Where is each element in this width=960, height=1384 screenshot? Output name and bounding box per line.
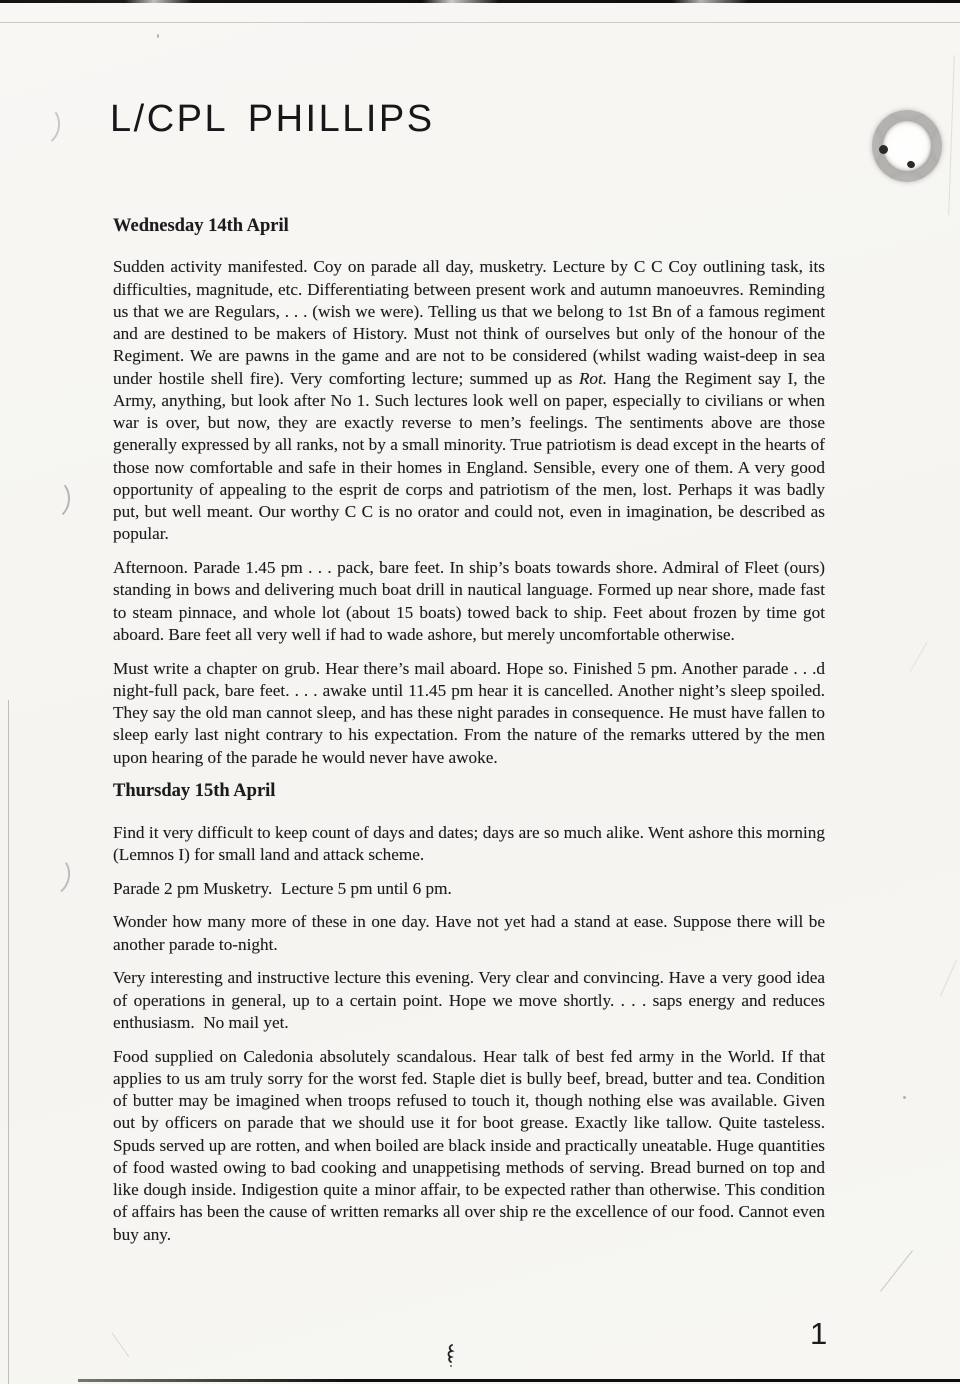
text-run: Parade 2 pm Musketry. Lecture 5 pm until 6 pm.: [113, 878, 452, 898]
text-run: Wonder how many more of these in one day. Have not yet had a stand at ease. Suppose there will be another parade to-night.: [113, 912, 825, 954]
text-run: Hang the Regiment say I, the Army, anything, but look after No 1. Such lectures look well on paper, especially to civilians or when war is over, but now, they are exactly reverse to men’s feelings. The sentiments above are those generally expressed by all ranks, not by a small minority. True patriotism is dead except in the hearts of those now comfortable and safe in their homes in England. Sensible, every one of them. A very good opportunity of appealing to the esprit de corps and patriotism of the men, lost. Perhaps it was badly put, but well meant. Our worthy C C is no orator and could not, even in imagination, be described as popular.: [113, 368, 825, 544]
entry-heading: Thursday 15th April: [113, 781, 276, 802]
scratch-mark: [948, 55, 955, 215]
diary-paragraph: [113, 256, 825, 545]
scan-edge-top: [0, 0, 960, 3]
page-title: L/CPL PHILLIPS: [110, 98, 435, 140]
diary-content: [113, 215, 825, 1257]
diary-paragraph: [113, 658, 825, 769]
scratch-mark: [940, 960, 957, 997]
diary-paragraph: [113, 967, 825, 1034]
binder-arc-mark: [33, 477, 72, 521]
text-run: Food supplied on Caledonia absolutely scandalous. Hear talk of best fed army in the World. If that applies to us am truly sorry for the worst fed. Staple diet is bully beef, bread, butter and tea. Condition of butter may be imagined when troops refused to touch it, though nothing else was available. Given out by officers on parade that we should use it for boot grease. Exactly like tallow. Quite tasteless. Spuds served up are rotten, and when boiled are black inside and practically uneatable. Huge quantities of food wasted owing to bad cooking and unappetising methods of serving. Bread burned on top and like dough inside. Indigestion quite a minor affair, to be expected rather than otherwise. This condition of affairs has been the cause of written remarks all over ship re the excellence of our food. Cannot even buy any.: [113, 1046, 825, 1244]
text-run: Afternoon. Parade 1.45 pm . . . pack, bare feet. In ship’s boats towards shore. Admiral of Fleet (ours) standing in bows and delivering much boat drill in nautical language. Formed up near shore, made fast to steam pinnace, and whole lot (about 15 boats) towed back to ship. Feet about frozen by time got aboard. Bare feet all very well if had to wade ashore, but merely uncomfortable otherwise.: [113, 558, 825, 644]
scratch-mark: [880, 1250, 913, 1292]
italic-run: Rot.: [578, 368, 608, 388]
paper-edge-line: [0, 22, 960, 23]
diary-paragraph: [113, 1046, 825, 1246]
diary-paragraph: [113, 822, 825, 867]
entry-heading: Wednesday 14th April: [113, 216, 289, 236]
text-run: Very interesting and instructive lecture this evening. Very clear and convincing. Have a very good idea of operations in general, up to a certain point. Hope we move shortly. . . . saps energy and reduces enthusiasm. No mail yet.: [113, 968, 825, 1032]
scratch-mark: [111, 1332, 129, 1357]
diary-paragraph: [113, 557, 825, 646]
speck-mark: [903, 1096, 906, 1099]
binder-arc-mark: [21, 102, 62, 149]
ink-blot: [906, 160, 916, 169]
diary-paragraph: [113, 878, 825, 900]
text-run: Find it very difficult to keep count of days and dates; days are so much alike. Went ashore this morning (Lemnos I) for small land and attack scheme.: [113, 822, 825, 864]
ink-blot: [879, 145, 888, 154]
paper-edge-left: [8, 700, 9, 1384]
hole-punch-mark: [872, 110, 942, 182]
page-number: 1: [810, 1316, 828, 1351]
text-run: Sudden activity manifested. Coy on parade all day, musketry. Lecture by C C Coy outlining task, its difficulties, magnitude, etc. Differentiating between present work and autumn manoeuvres. Reminding us that we are Regulars, . . . (wish we were). Telling us that we belong to 1st Bn of a famous regiment and are destined to be makers of History. Must not think of ourselves but only of the honour of the Regiment. We are pawns in the game and are not to be considered (whilst wading waist-deep in sea under hostile shell fire). Very comforting lecture; summed up as: [113, 257, 825, 388]
scan-edge-bottom: [78, 1379, 960, 1382]
speck-mark: [157, 34, 159, 38]
ink-squiggle-mark: [443, 1344, 457, 1370]
text-run: Must write a chapter on grub. Hear there’s mail aboard. Hope so. Finished 5 pm. Another parade . . .d night-full pack, bare feet. . . . awake until 11.45 pm hear it is cancelled. Another night’s sleep spoiled. They say the old man cannot sleep, and has these night parades in consequence. He must have fallen to sleep early last night contrary to his expectation. From the nature of the remarks uttered by the men upon hearing of the parade he would never have awoke.: [113, 658, 825, 767]
scratch-mark: [910, 642, 928, 672]
binder-arc-mark: [31, 851, 74, 899]
diary-paragraph: [113, 911, 825, 956]
